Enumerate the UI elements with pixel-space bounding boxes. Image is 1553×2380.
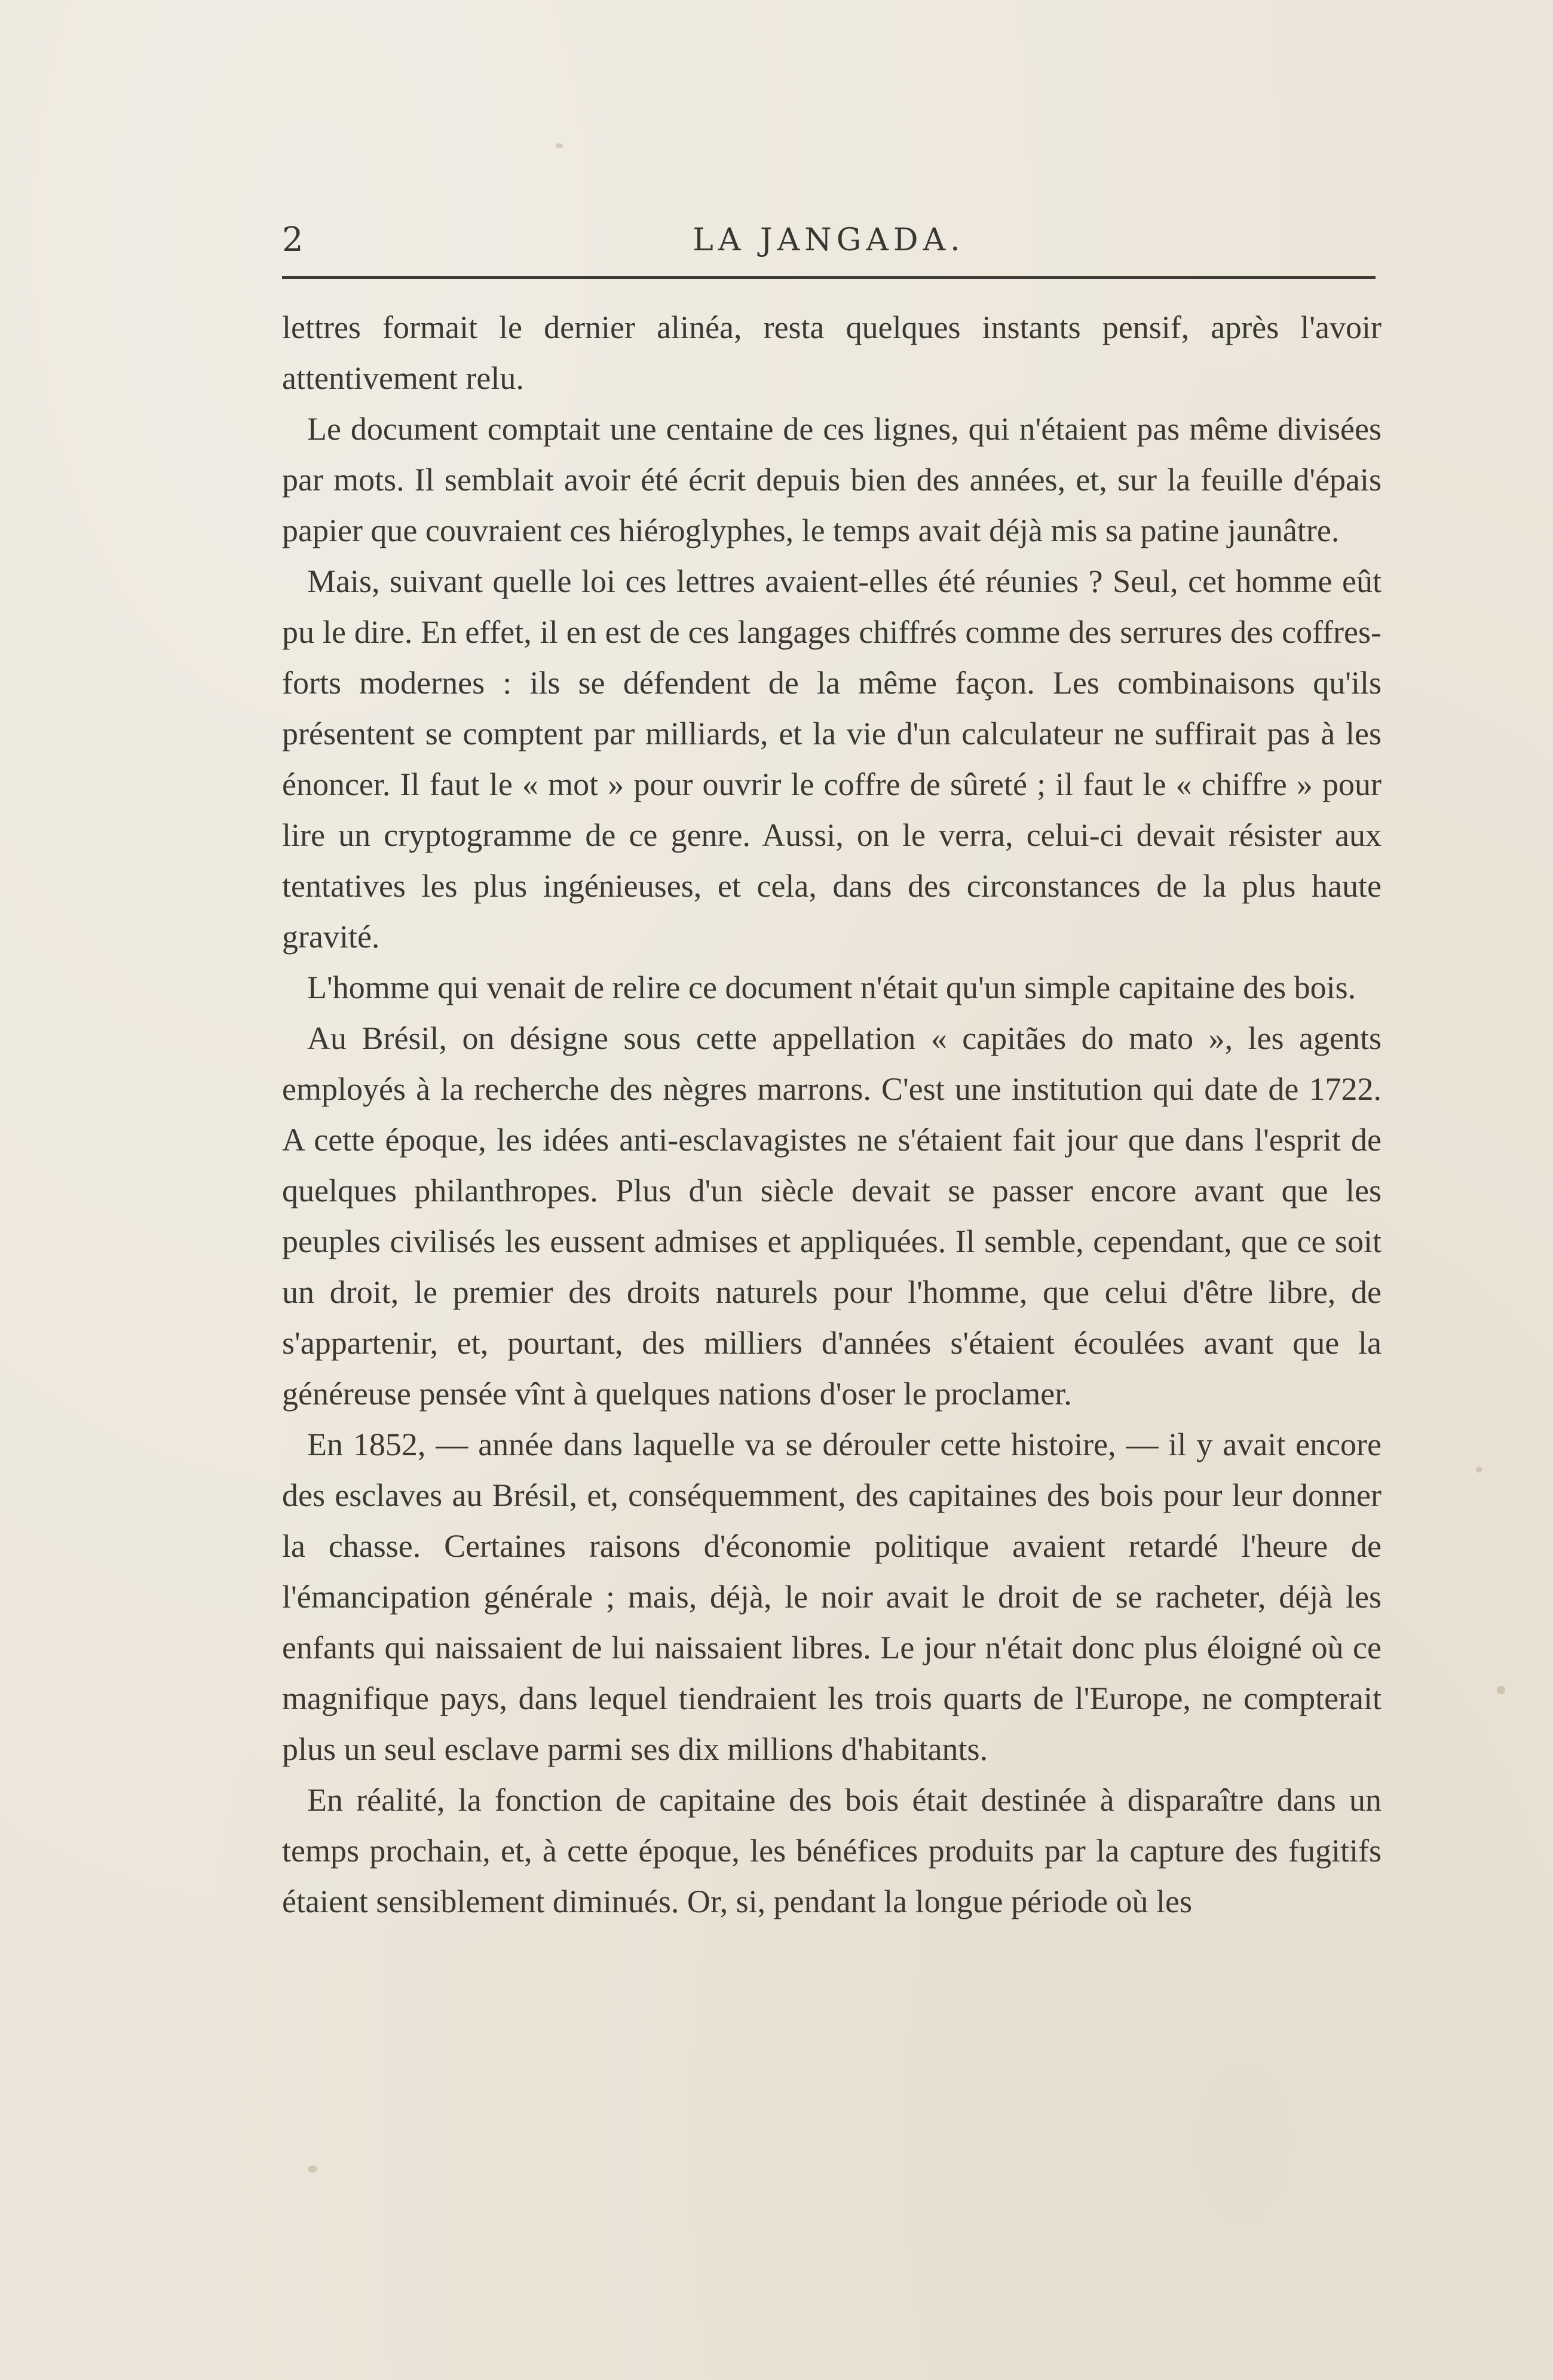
- running-title: LA JANGADA.: [693, 222, 965, 258]
- paper-speck: [308, 2166, 317, 2173]
- page-number: 2: [282, 220, 305, 259]
- paper-speck: [1497, 1686, 1505, 1694]
- paragraph: Le document comptait une centaine de ces lignes, qui n'étaient pas même divisées par mots. Il semblait avoir été écrit depuis bien des années, et, sur la feuille d'épais papier que couvraient ces hiéroglyphes, le temps avait déjà mis sa patine jaunâtre.: [282, 411, 1382, 548]
- paragraph: En réalité, la fonction de capitaine des bois était destinée à disparaître dans un temps prochain, et, à cette époque, les bénéfices produits par la capture des fugitifs étaient sensiblement diminués. Or, si, pendant la longue période où les: [282, 1782, 1382, 1919]
- paper-speck: [556, 143, 563, 148]
- running-head: [282, 216, 1376, 264]
- paragraph: En 1852, — année dans laquelle va se dérouler cette histoire, — il y avait encore des esclaves au Brésil, et, conséquemment, des capitaines des bois pour leur donner la chasse. Certaines raisons d'économie politique avaient retardé l'heure de l'émancipation générale ; mais, déjà, le noir avait le droit de se racheter, déjà les enfants qui naissaient de lui naissaient libres. Le jour n'était donc plus éloigné où ce magnifique pays, dans lequel tiendraient les trois quarts de l'Europe, ne compterait plus un seul esclave parmi ses dix millions d'habitants.: [282, 1427, 1382, 1767]
- paper-speck: [1476, 1467, 1482, 1473]
- paragraph: L'homme qui venait de relire ce document n'était qu'un simple capitaine des bois.: [307, 970, 1356, 1005]
- paragraph: Mais, suivant quelle loi ces lettres avaient-elles été réunies ? Seul, cet homme eût pu le dire. En effet, il en est de ces langages chiffrés comme des serrures des coffres-forts modernes : ils se défendent de la même façon. Les combinaisons qu'ils présentent se comptent par milliards, et la vie d'un calculateur ne suffirait pas à les énoncer. Il faut le « mot » pour ouvrir le coffre de sûreté ; il faut le « chiffre » pour lire un cryptogramme de ce genre. Aussi, on le verra, celui-ci devait résister aux tentatives les plus ingénieuses, et cela, dans des circonstances de la plus haute gravité.: [282, 563, 1382, 955]
- paragraph: lettres formait le dernier alinéa, resta quelques instants pensif, après l'avoir attentivement relu.: [282, 309, 1382, 396]
- header-rule: [282, 276, 1376, 279]
- text-body: [282, 302, 1382, 1927]
- paragraph: Au Brésil, on désigne sous cette appellation « capitães do mato », les agents employés à la recherche des nègres marrons. C'est une institution qui date de 1722. A cette époque, les idées anti-esclavagistes ne s'étaient fait jour que dans l'esprit de quelques philanthropes. Plus d'un siècle devait se passer encore avant que les peuples civilisés les eussent admises et appliquées. Il semble, cependant, que ce soit un droit, le premier des droits naturels pour l'homme, que celui d'être libre, de s'appartenir, et, pourtant, des milliers d'années s'étaient écoulées avant que la généreuse pensée vînt à quelques nations d'oser le proclamer.: [282, 1020, 1382, 1412]
